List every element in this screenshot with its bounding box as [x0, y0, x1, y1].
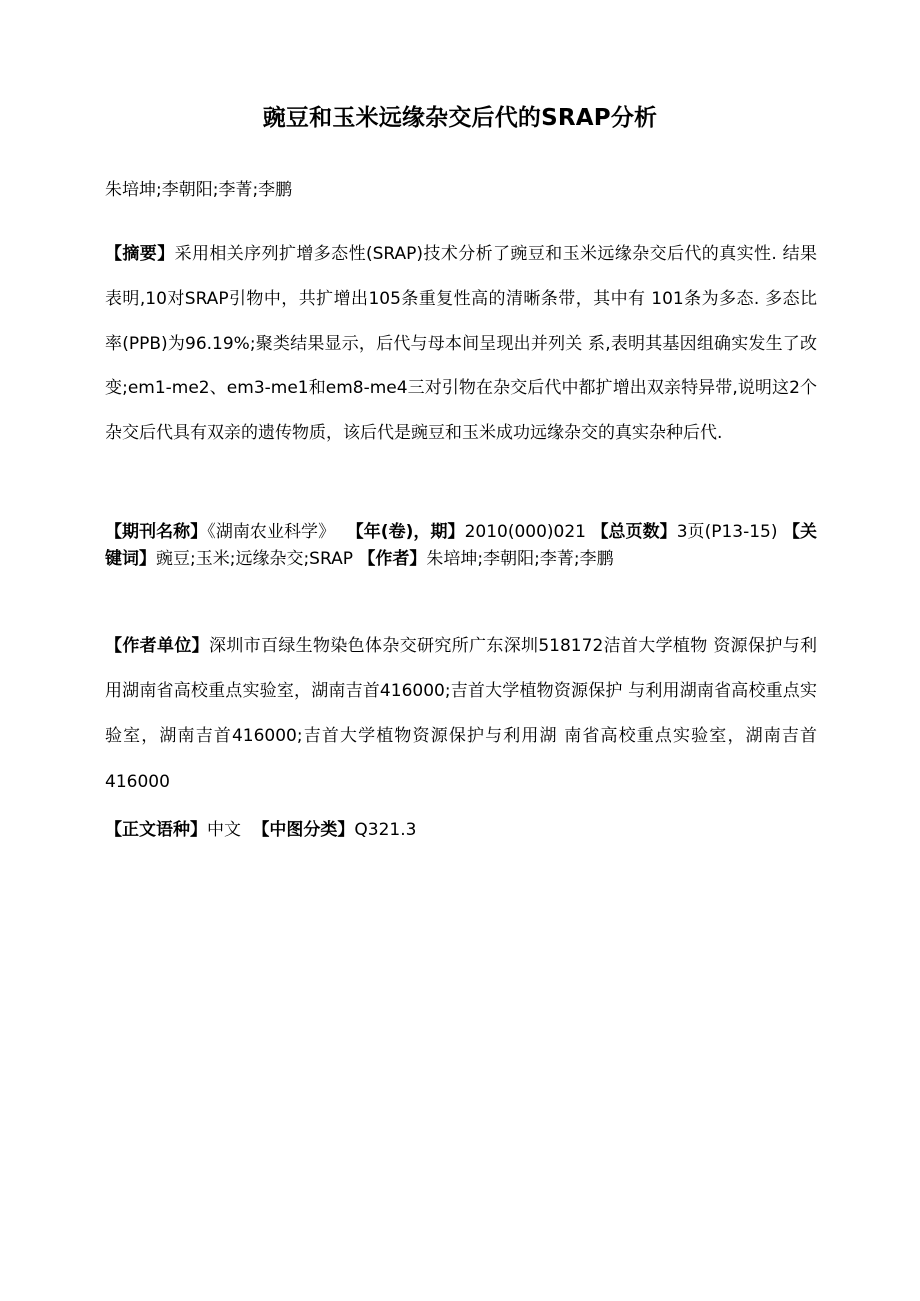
abstract-section — [105, 232, 817, 456]
classification-value: Q321.3 — [354, 820, 417, 840]
language-value: 中文 — [207, 820, 241, 840]
language-label: 【正文语种】 — [105, 820, 207, 840]
document-title: 豌豆和玉米远缘杂交后代的SRAP分析 — [262, 105, 658, 131]
journal-label: 【期刊名称】 — [105, 522, 208, 542]
abstract-label: 【摘要】 — [105, 244, 175, 264]
keywords-label: 【关键词】 — [105, 522, 818, 569]
affiliation-section — [105, 624, 817, 805]
language-classification-section — [105, 815, 817, 845]
affiliation-label: 【作者单位】 — [105, 636, 210, 656]
issue-value: 2010(000)021 — [464, 522, 586, 542]
issue-label: 【年(卷)，期】 — [346, 522, 465, 542]
classification-label: 【中图分类】 — [252, 820, 355, 840]
pages-value: 3页(P13-15) — [676, 522, 778, 542]
affiliation-value: 深圳市百绿生物染色体杂交研究所广东深圳518172洁首大学植物 资源保护与利用湖南省高校重点实验室，湖南吉首416000;吉首大学植物资源保护 与利用湖南省高校重点实验室，湖南吉首416000;吉首大学植物资源保护与利用湖 南省高校重点实验室，湖南吉首416000 — [105, 636, 817, 792]
metadata-section — [105, 519, 817, 572]
author-field-label: 【作者】 — [358, 548, 427, 569]
journal-value: 《湖南农业科学》 — [207, 522, 336, 542]
author-field-value: 朱培坤;李朝阳;李菁;李鹏 — [426, 548, 614, 569]
keywords-value: 豌豆;玉米;远缘杂交;SRAP — [156, 548, 353, 569]
pages-label: 【总页数】 — [591, 522, 677, 542]
author-list: 朱培坤;李朝阳;李菁;李鹏 — [105, 180, 293, 200]
abstract-text: 采用相关序列扩增多态性(SRAP)技术分析了豌豆和玉米远缘杂交后代的真实性. 结果表明,10对SRAP引物中，共扩增出105条重复性高的清晰条带，其中有 101条为多态. 多态比率(PPB)为96.19%;聚类结果显示，后代与母本间呈现出并列关 系,表明其基因组确实发生了改变;em1-me2、em3-me1和em8-me4三对引物在杂交后代中都扩增出双亲特异带,说明这2个杂交后代具有双亲的遗传物质，该后代是豌豆和玉米成功远缘杂交的真实杂种后代. — [105, 244, 817, 444]
